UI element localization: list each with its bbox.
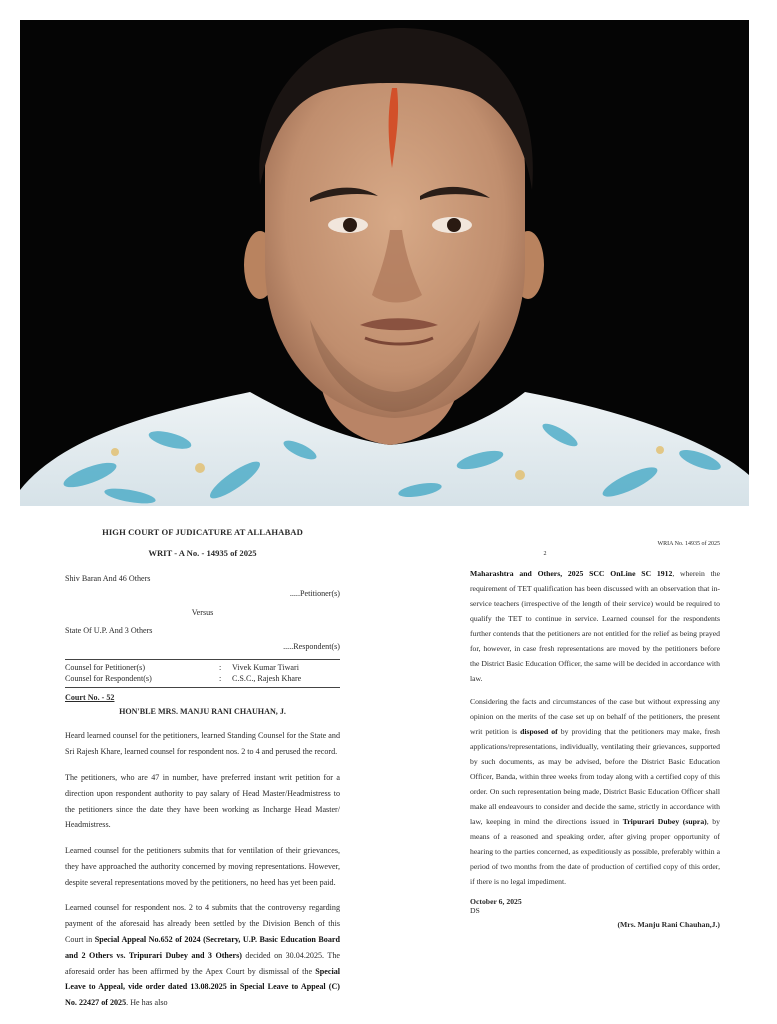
clerk-initials: DS	[470, 906, 480, 916]
paragraph-6	[470, 694, 720, 889]
paragraph-4	[65, 900, 340, 1010]
paragraph-6-text: Considering the facts and circumstances of the case but without expressing any opinion on the merits of the case set up on behalf of the petitioners, the present writ petition is	[470, 696, 720, 736]
page-header: WRIA No. 14935 of 2025	[657, 541, 720, 547]
counsel-value: Vivek Kumar Tiwari	[232, 663, 299, 673]
writ-number: WRIT - A No. - 14935 of 2025	[148, 548, 257, 559]
slp-citation: Special Leave to Appeal, vide order dated 13.08.2025 in Special Leave to Appeal (C) No. 22427 of 2025	[65, 966, 340, 1008]
paragraph-4-text: . He has also	[126, 998, 168, 1008]
respondent-role: .....Respondent(s)	[283, 641, 340, 651]
order-page-2	[470, 512, 720, 1024]
judge-signature: (Mrs. Manju Rani Chauhan,J.)	[617, 920, 720, 930]
counsel-colon: :	[219, 673, 222, 683]
paragraph-1: Heard learned counsel for the petitioners, learned Standing Counsel for the State and Sri Rajesh Khare, learned counsel for respondent nos. 2 to 4 and perused the record.	[65, 731, 340, 757]
counsel-row-respondent	[65, 674, 340, 685]
paragraph-4-text: Learned counsel for respondent nos. 2 to 4 submits that the controversy regarding payment of the aforesaid has already been settled by the Division Bench of this Court in	[65, 903, 340, 944]
order-page-1	[65, 512, 340, 1024]
special-appeal-citation: Special Appeal No.652 of 2024 (Secretary, U.P. Basic Education Board and 2 Others vs. Tripurari Dubey and 3 Others)	[65, 934, 340, 960]
petitioner-role: .....Petitioner(s)	[289, 589, 340, 599]
counsel-table	[65, 659, 340, 688]
counsel-label: Counsel for Petitioner(s)	[65, 663, 146, 673]
paragraph-3: Learned counsel for the petitioners submits that for ventilation of their grievances, they have approached the authority concerned by moving representations. However, despite several representations moved by the petitioners, no heed has yet been paid.	[65, 846, 340, 887]
court-number: Court No. - 52	[65, 693, 115, 703]
paragraph-5-text: , wherein the requirement of TET qualification has been discussed with an observation that in-service teachers (irrespective of the length of their service) would be required to qualify the TET to continue in service. Learned counsel for the respondents further contends that the petitioners are not entitled for the relief as being prayed for, however, in case fresh representations are moved by the petitioners before the District Basic Education Officer, the same will be decided in accordance with law.	[470, 568, 720, 683]
counsel-colon: :	[219, 663, 222, 673]
paragraph-6-text: , by means of a reasoned and speaking order, after giving proper opportunity of hearing to the parties concerned, as expeditiously as possible, preferably within a period of two months from the date of production of certified copy of this order, if there is no legal impediment.	[470, 816, 720, 886]
portrait-photo	[20, 20, 749, 506]
counsel-value: C.S.C., Rajesh Khare	[232, 673, 302, 683]
versus-label: Versus	[191, 607, 214, 617]
court-title: HIGH COURT OF JUDICATURE AT ALLAHABAD	[102, 527, 303, 537]
disposed-of-text: disposed of	[520, 726, 558, 736]
petitioner-name: Shiv Baran And 46 Others	[65, 573, 151, 583]
paragraph-5	[470, 566, 720, 686]
page-number: 2	[543, 551, 547, 558]
paragraph-6-text: by providing that the petitioners may make, fresh applications/representations, individually, ventilating their grievances, supported by such documents, as may be advised, before the District Basic Education Officer, Banda, within three weeks from today along with a certified copy of this order. On such representation being made, District Basic Education Officer shall make all endeavours to consider and decide the same, strictly in accordance with law, keeping in mind the directions issued in	[470, 726, 720, 826]
respondent-name: State Of U.P. And 3 Others	[65, 626, 153, 636]
portrait-illustration	[20, 20, 749, 506]
tripurari-dubey-citation: Tripurari Dubey (supra)	[622, 816, 707, 826]
counsel-row-petitioner	[65, 663, 340, 674]
counsel-label: Counsel for Respondent(s)	[65, 673, 152, 683]
order-date: October 6, 2025	[470, 896, 522, 906]
judge-name: HON'BLE MRS. MANJU RANI CHAUHAN, J.	[119, 706, 286, 716]
scc-citation: Maharashtra and Others, 2025 SCC OnLine SC 1912	[470, 568, 673, 578]
paragraph-2: The petitioners, who are 47 in number, have preferred instant writ petition for a direction upon respondent authority to pay salary of Head Master/Headmistress to the petitioners since the date they have been working as Incharge Head Master/ Headmistress.	[65, 772, 340, 830]
paragraph-4-text: decided on 30.04.2025. The aforesaid order has been affirmed by the Apex Court by dismissal of the	[65, 950, 340, 976]
